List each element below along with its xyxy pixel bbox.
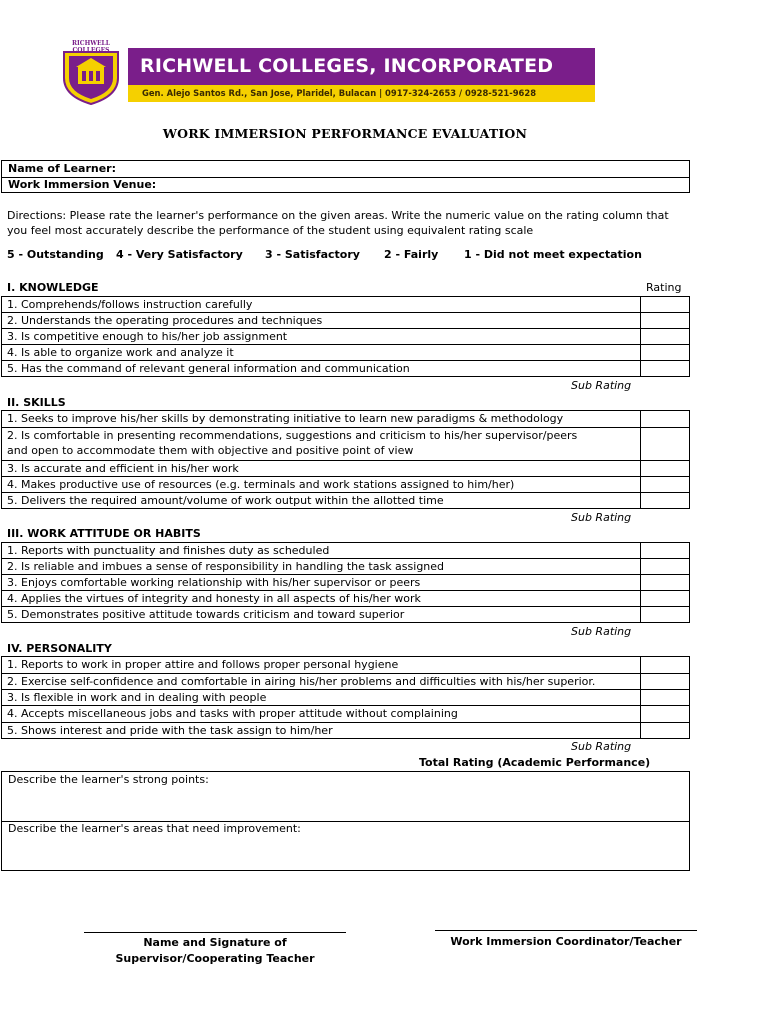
criterion: 3. Is flexible in work and in dealing with people xyxy=(2,690,641,706)
rating-cell[interactable] xyxy=(641,493,690,509)
criterion: 5. Shows interest and pride with the task assign to him/her xyxy=(2,723,641,739)
scale-5: 5 - Outstanding xyxy=(7,248,104,261)
criterion-line-2: and open to accommodate them with objective and positive point of view xyxy=(7,444,414,457)
sub-rating-attitude: Sub Rating xyxy=(571,625,632,638)
strong-points-label: Describe the learner's strong points: xyxy=(8,773,209,786)
rating-cell[interactable] xyxy=(641,345,690,361)
rating-cell[interactable] xyxy=(641,723,690,739)
rating-cell[interactable] xyxy=(641,674,690,690)
rating-cell[interactable] xyxy=(641,477,690,493)
rating-cell[interactable] xyxy=(641,559,690,575)
learner-info-box xyxy=(1,160,690,193)
criterion: 2. Exercise self-confidence and comfortable in airing his/her problems and difficulties with his/her superior. xyxy=(2,674,641,690)
rating-cell[interactable] xyxy=(641,313,690,329)
rating-cell[interactable] xyxy=(641,591,690,607)
scale-3: 3 - Satisfactory xyxy=(265,248,360,261)
criterion: 4. Accepts miscellaneous jobs and tasks with proper attitude without complaining xyxy=(2,706,641,723)
section-title-knowledge: I. KNOWLEDGE xyxy=(7,281,99,294)
sub-rating-skills: Sub Rating xyxy=(571,511,632,524)
rating-cell[interactable] xyxy=(641,361,690,377)
criterion: 3. Is competitive enough to his/her job assignment xyxy=(2,329,641,345)
supervisor-signature-label-2: Supervisor/Cooperating Teacher xyxy=(115,952,315,965)
section-title-skills: II. SKILLS xyxy=(7,396,66,409)
directions-line-2: you feel most accurately describe the performance of the student using equivalent rating scale xyxy=(7,224,534,237)
criterion: 1. Comprehends/follows instruction carefully xyxy=(2,297,641,313)
sub-rating-knowledge: Sub Rating xyxy=(571,379,632,392)
improvement-label: Describe the learner's areas that need improvement: xyxy=(8,822,301,835)
coordinator-signature-line[interactable] xyxy=(435,930,697,931)
school-name: RICHWELL COLLEGES, INCORPORATED xyxy=(128,48,595,85)
attitude-table xyxy=(1,542,690,623)
rating-cell[interactable] xyxy=(641,657,690,674)
rating-column-label: Rating xyxy=(646,281,682,294)
criterion: 3. Enjoys comfortable working relationship with his/her supervisor or peers xyxy=(2,575,641,591)
total-rating-label: Total Rating (Academic Performance) xyxy=(419,756,651,769)
skills-table xyxy=(1,410,690,509)
rating-cell[interactable] xyxy=(641,706,690,723)
school-address: Gen. Alejo Santos Rd., San Jose, Plaridel, Bulacan | 0917-324-2653 / 0928-521-9628 xyxy=(128,85,595,102)
personality-table xyxy=(1,656,690,739)
rating-cell[interactable] xyxy=(641,543,690,559)
knowledge-table xyxy=(1,296,690,377)
rating-cell[interactable] xyxy=(641,297,690,313)
scale-2: 2 - Fairly xyxy=(384,248,439,261)
criterion: 1. Reports to work in proper attire and follows proper personal hygiene xyxy=(2,657,641,674)
criterion: 2. Is reliable and imbues a sense of responsibility in handling the task assigned xyxy=(2,559,641,575)
criterion: 5. Has the command of relevant general information and communication xyxy=(2,361,641,377)
description-box xyxy=(1,771,690,871)
rating-cell[interactable] xyxy=(641,607,690,623)
rating-cell[interactable] xyxy=(641,575,690,591)
supervisor-signature-line[interactable] xyxy=(84,932,346,933)
learner-name-label: Name of Learner: xyxy=(8,162,116,175)
criterion: 2. Understands the operating procedures and techniques xyxy=(2,313,641,329)
document-title: WORK IMMERSION PERFORMANCE EVALUATION xyxy=(162,126,528,141)
supervisor-signature-label-1: Name and Signature of xyxy=(143,936,287,949)
criterion: 1. Seeks to improve his/her skills by demonstrating initiative to learn new paradigms & methodology xyxy=(2,411,641,428)
criterion xyxy=(2,428,641,461)
criterion: 4. Applies the virtues of integrity and honesty in all aspects of his/her work xyxy=(2,591,641,607)
criterion: 5. Delivers the required amount/volume of work output within the allotted time xyxy=(2,493,641,509)
criterion: 4. Makes productive use of resources (e.g. terminals and work stations assigned to him/her) xyxy=(2,477,641,493)
criterion: 3. Is accurate and efficient in his/her work xyxy=(2,461,641,477)
improvement-field[interactable] xyxy=(3,838,689,870)
coordinator-signature-label: Work Immersion Coordinator/Teacher xyxy=(450,935,682,948)
seal-text: RICHWELL COLLEGES xyxy=(72,40,110,54)
section-title-attitude: III. WORK ATTITUDE OR HABITS xyxy=(7,527,201,540)
criterion-line-1: 2. Is comfortable in presenting recommendations, suggestions and criticism to his/her supervisor/peers xyxy=(7,429,578,442)
rating-cell[interactable] xyxy=(641,329,690,345)
scale-1: 1 - Did not meet expectation xyxy=(464,248,642,261)
criterion: 1. Reports with punctuality and finishes duty as scheduled xyxy=(2,543,641,559)
scale-4: 4 - Very Satisfactory xyxy=(116,248,243,261)
section-title-personality: IV. PERSONALITY xyxy=(7,642,112,655)
rating-cell[interactable] xyxy=(641,428,690,461)
school-banner xyxy=(128,48,595,104)
venue-label: Work Immersion Venue: xyxy=(8,178,157,191)
directions-line-1: Directions: Please rate the learner's performance on the given areas. Write the numeric value on the rating column that xyxy=(7,209,669,222)
rating-cell[interactable] xyxy=(641,411,690,428)
sub-rating-personality: Sub Rating xyxy=(571,740,632,753)
criterion: 5. Demonstrates positive attitude towards criticism and toward superior xyxy=(2,607,641,623)
rating-cell[interactable] xyxy=(641,690,690,706)
criterion: 4. Is able to organize work and analyze it xyxy=(2,345,641,361)
strong-points-field[interactable] xyxy=(3,788,689,820)
rating-cell[interactable] xyxy=(641,461,690,477)
